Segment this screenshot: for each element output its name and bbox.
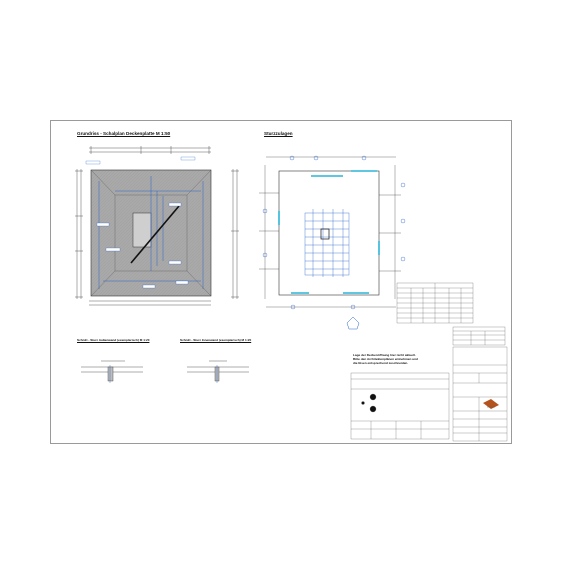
lintel-plan	[259, 157, 401, 307]
section-inner	[187, 361, 249, 383]
stair-rebar	[305, 209, 349, 277]
drawing-canvas	[51, 121, 511, 443]
opening-note: Lage der Deckenöffnung hier nicht aktuell. Bitte den Architektenplänen entnehmen und die Eisen entsprechend zuschneiden.	[353, 353, 418, 365]
section-outer-title: Schnitt - Sturz Außenwand (exemplarisch) M 1:20	[77, 338, 150, 342]
grid-markers	[263, 156, 405, 309]
rebar-schedule	[397, 283, 473, 323]
plan-title: Grundriss - Schalplan Deckenplatte M 1:50	[77, 131, 171, 136]
section-inner-title: Schnitt - Sturz Innenwand (exemplarisch) M 1:20	[180, 338, 252, 342]
lintel-opening	[321, 229, 329, 239]
drawing-sheet	[50, 120, 512, 444]
legend-box	[351, 373, 449, 439]
title-block	[453, 347, 507, 441]
steel-summary	[453, 327, 505, 345]
section-outer	[81, 361, 143, 383]
lintels-title: Sturzzulagen	[264, 131, 293, 136]
north-arrow-icon	[347, 317, 359, 329]
